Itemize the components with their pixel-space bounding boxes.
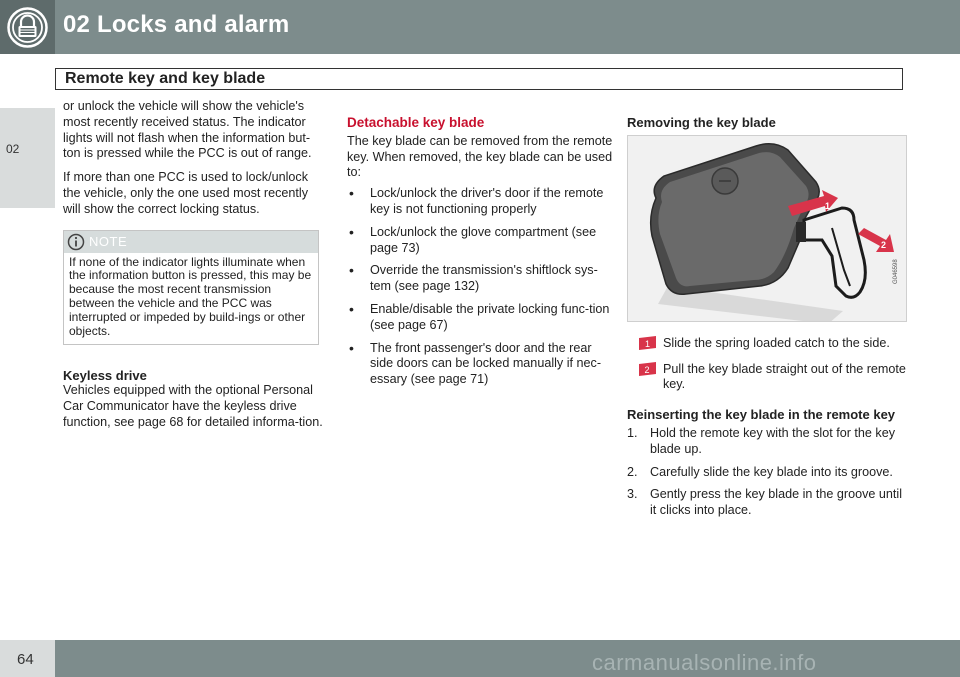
section-title-box: [55, 68, 903, 90]
note-header: [64, 231, 318, 253]
page-number: 64: [17, 651, 34, 668]
chapter-side-tab-label: 02: [6, 142, 20, 156]
paragraph: If more than one PCC is used to lock/unlock the vehicle, only the one used most recently will show the correct locking status.: [63, 170, 309, 216]
list-item: • Enable/disable the private locking func-tion (see page 67): [347, 302, 615, 334]
step-text: Pull the key blade straight out of the remote key.: [663, 361, 906, 392]
svg-text:1: 1: [645, 338, 651, 349]
remote-key-drawing: [628, 136, 907, 322]
info-icon: [67, 233, 85, 251]
list-text: Hold the remote key with the slot for the key blade up.: [650, 425, 895, 456]
list-number: 3.: [627, 487, 638, 502]
svg-text:2: 2: [644, 364, 650, 375]
list-text: Carefully slide the key blade into its groove.: [650, 464, 893, 479]
detachable-key-blade-heading: Detachable key blade: [347, 115, 485, 130]
column-3: [627, 115, 907, 526]
figure-label-1: 1: [825, 200, 831, 211]
step-text: Slide the spring loaded catch to the side.: [663, 335, 890, 350]
reinserting-key-blade-heading: Reinserting the key blade in the remote key: [627, 407, 896, 423]
list-item: • Lock/unlock the driver's door if the remote key is not functioning properly: [347, 186, 615, 218]
numbered-list: [627, 426, 907, 519]
list-item: [627, 426, 907, 458]
figure-label-2: 2: [881, 239, 887, 250]
step-marker-2: [639, 362, 656, 376]
removing-key-blade-heading: Removing the key blade: [627, 115, 776, 130]
chapter-title: 02 Locks and alarm: [63, 11, 290, 38]
keyless-drive-heading: Keyless drive: [63, 367, 147, 383]
note-box: [63, 230, 319, 345]
lock-icon: [6, 6, 49, 49]
column-2: [347, 115, 615, 395]
paragraph: or unlock the vehicle will show the vehicle's most recently received status. The indicator lights will not flash when the information but-ton is pressed while the PCC is out of range.: [63, 99, 312, 161]
list-item: [627, 487, 907, 519]
bullet-list: [347, 186, 615, 388]
section-title: Remote key and key blade: [65, 70, 266, 87]
list-item: • Override the transmission's shiftlock sys-tem (see page 132): [347, 263, 615, 295]
watermark: carmanualsonline.info: [592, 650, 817, 675]
list-text: Gently press the key blade in the groove until it clicks into place.: [650, 487, 903, 518]
step-item: [627, 362, 907, 394]
list-number: 1.: [627, 425, 638, 440]
list-item: • Lock/unlock the glove compartment (see page 73): [347, 225, 615, 257]
note-label: NOTE: [89, 233, 128, 249]
keyless-drive-text: Vehicles equipped with the optional Personal Car Communicator have the keyless drive function, see page 68 for detailed informa-tion.: [63, 383, 323, 429]
column-1: [63, 99, 325, 439]
paragraph: The key blade can be removed from the remote key. When removed, the key blade can be used to:: [347, 133, 613, 180]
page-number-box: [0, 640, 55, 677]
step-marker-1: [639, 336, 656, 350]
list-number: 2.: [627, 464, 638, 479]
figure-code: G046598: [893, 259, 899, 284]
list-item: • The front passenger's door and the rear side doors can be locked manually if nec-essary (see page 71): [347, 341, 615, 388]
list-item: [627, 465, 907, 481]
key-blade-illustration: [627, 135, 907, 322]
chapter-side-tab: [0, 108, 55, 208]
lock-icon-box: [0, 0, 55, 54]
step-item: [627, 336, 907, 352]
note-text: If none of the indicator lights illuminate when the information button is pressed, this may be because the most recent transmission between the vehicle and the PCC was interrupted or impeded by build-ings or other objects.: [69, 254, 312, 338]
